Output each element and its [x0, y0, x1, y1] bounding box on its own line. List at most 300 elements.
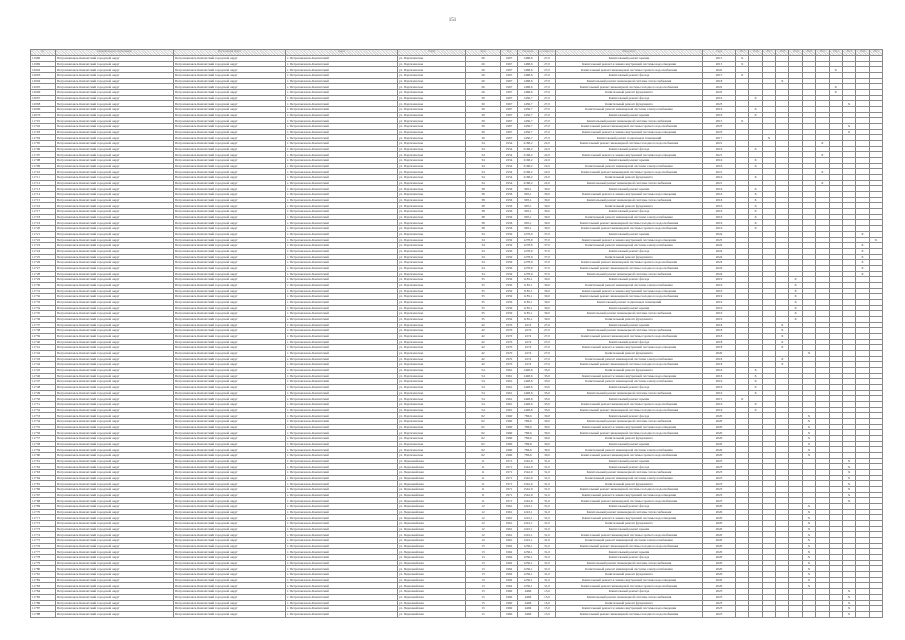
cell-street: ул. Партизанская — [398, 243, 466, 249]
cell-np: Петропавловск-Камчатский городской округ — [174, 107, 286, 113]
cell-area: 1278,9 — [518, 237, 539, 243]
cell-area: 995,1 — [518, 186, 539, 192]
year-mark: X — [789, 316, 802, 322]
cell-year: 1970 — [501, 328, 518, 334]
cell-street: ул. Партизанская — [398, 396, 466, 402]
cell-term: 2023 — [703, 492, 736, 498]
cell-house: 38 — [466, 209, 501, 215]
cell-mo: Петропавловск-Камчатский городской округ — [56, 373, 174, 379]
cell-mo: Петропавловск-Камчатский городской округ — [56, 299, 174, 305]
cell-work: Капитальный ремонт фундамента — [556, 600, 703, 606]
cell-n: 11748 — [31, 384, 56, 390]
cell-work: Капитальный ремонт фундамента — [556, 316, 703, 322]
cell-cost: 30,0 — [539, 316, 556, 322]
cell-term: 2016 — [703, 163, 736, 169]
cell-area: 1222,1 — [518, 538, 539, 544]
year-mark: X — [842, 600, 855, 606]
cell-np: Петропавловск-Камчатский городской округ — [174, 583, 286, 589]
cell-street: ул. Партизанская — [398, 436, 466, 442]
cell-house: 35 — [466, 316, 501, 322]
cell-area: 1236,1 — [518, 560, 539, 566]
cell-house: 13 — [466, 566, 501, 572]
cell-term: 2023 — [703, 475, 736, 481]
cell-cost: 27,0 — [539, 101, 556, 107]
cell-np: Петропавловск-Камчатский городской округ — [174, 538, 286, 544]
cell-house: 42 — [466, 362, 501, 368]
cell-year: 1959 — [501, 277, 518, 283]
cell-n: 11788 — [31, 611, 56, 617]
cell-year: 1970 — [501, 362, 518, 368]
header-cell: 2018 — [776, 50, 789, 56]
cell-work: Капитальный ремонт фундамента — [556, 101, 703, 107]
cell-np: Петропавловск-Камчатский городской округ — [174, 611, 286, 617]
cell-work: Капитальный ремонт инженерной системы электроснабжения — [556, 475, 703, 481]
cell-house: 12 — [466, 509, 501, 515]
cell-mo: Петропавловск-Камчатский городской округ — [56, 447, 174, 453]
cell-mo: Петропавловск-Камчатский городской округ — [56, 350, 174, 356]
cell-street: ул. Партизанская — [398, 84, 466, 90]
cell-cost: 31,0 — [539, 577, 556, 583]
cell-house: 26 — [466, 67, 501, 73]
cell-mo: Петропавловск-Камчатский городской округ — [56, 555, 174, 561]
cell-n: 11760 — [31, 453, 56, 459]
year-mark: X — [789, 288, 802, 294]
cell-mo: Петропавловск-Камчатский городской округ — [56, 311, 174, 317]
cell-mo: Петропавловск-Камчатский городской округ — [56, 95, 174, 101]
cell-area: 2274 — [518, 339, 539, 345]
cell-house: 34 — [466, 141, 501, 147]
cell-work: Капитальный ремонт инженерной системы теплоснабжения — [556, 470, 703, 476]
year-mark: X — [749, 175, 762, 181]
cell-street: ул. Партизанская — [398, 101, 466, 107]
cell-term: 2018 — [703, 322, 736, 328]
cell-term: 2017 — [703, 135, 736, 141]
cell-cost: 27,0 — [539, 345, 556, 351]
cell-np: Петропавловск-Камчатский городской округ — [174, 226, 286, 232]
cell-np: Петропавловск-Камчатский городской округ — [174, 90, 286, 96]
cell-cost: 27,0 — [539, 333, 556, 339]
cell-year: 1967 — [501, 84, 518, 90]
cell-city: г. Петропавловск-Камчатский — [286, 333, 398, 339]
year-mark: X — [749, 384, 762, 390]
cell-mo: Петропавловск-Камчатский городской округ — [56, 294, 174, 300]
cell-mo: Петропавловск-Камчатский городской округ — [56, 498, 174, 504]
cell-cost: 27,0 — [539, 73, 556, 79]
cell-house: 15 — [466, 589, 501, 595]
cell-area: 995,1 — [518, 192, 539, 198]
cell-np: Петропавловск-Камчатский городской округ — [174, 146, 286, 152]
cell-n: 11704 — [31, 135, 56, 141]
cell-term: 2020 — [703, 566, 736, 572]
cell-house: 42 — [466, 333, 501, 339]
cell-cost: 15,0 — [539, 589, 556, 595]
cell-city: г. Петропавловск-Камчатский — [286, 430, 398, 436]
cell-city: г. Петропавловск-Камчатский — [286, 487, 398, 493]
cell-house: 62 — [466, 453, 501, 459]
cell-city: г. Петропавловск-Камчатский — [286, 299, 398, 305]
cell-mo: Петропавловск-Камчатский городской округ — [56, 577, 174, 583]
cell-street: ул. Первомайская — [398, 600, 466, 606]
cell-area: 786,6 — [518, 430, 539, 436]
year-mark: X — [842, 611, 855, 617]
year-cell — [856, 611, 869, 617]
cell-work: Капитальный ремонт и замена внутренней системы водоотведения — [556, 424, 703, 430]
cell-term: 2023 — [703, 101, 736, 107]
cell-n: 11723 — [31, 243, 56, 249]
cell-cost: 31,0 — [539, 464, 556, 470]
cell-np: Петропавловск-Камчатский городской округ — [174, 56, 286, 62]
cell-np: Петропавловск-Камчатский городской округ — [174, 481, 286, 487]
page-number: 151 — [448, 18, 457, 23]
cell-street: ул. Первомайская — [398, 606, 466, 612]
cell-street: ул. Партизанская — [398, 271, 466, 277]
year-mark: X — [776, 345, 789, 351]
cell-street: ул. Первомайская — [398, 470, 466, 476]
cell-cost: 30,0 — [539, 430, 556, 436]
cell-term: 2023 — [703, 124, 736, 130]
cell-street: ул. Партизанская — [398, 453, 466, 459]
year-mark: X — [802, 583, 815, 589]
cell-street: ул. Партизанская — [398, 305, 466, 311]
cell-street: ул. Партизанская — [398, 163, 466, 169]
cell-term: 2020 — [703, 350, 736, 356]
cell-work: Капитальный ремонт и замена внутренней системы водоотведения — [556, 152, 703, 158]
cell-year: 1960 — [501, 430, 518, 436]
cell-mo: Петропавловск-Камчатский городской округ — [56, 441, 174, 447]
cell-year: 1956 — [501, 209, 518, 215]
cell-cost: 31,0 — [539, 492, 556, 498]
cell-mo: Петропавловск-Камчатский городской округ — [56, 436, 174, 442]
cell-n: 11705 — [31, 141, 56, 147]
cell-n: 11729 — [31, 277, 56, 283]
cell-np: Петропавловск-Камчатский городской округ — [174, 316, 286, 322]
cell-mo: Петропавловск-Камчатский городской округ — [56, 611, 174, 617]
cell-n: 11781 — [31, 572, 56, 578]
cell-area: 2274 — [518, 362, 539, 368]
cell-year: 1959 — [501, 305, 518, 311]
cell-city: г. Петропавловск-Камчатский — [286, 163, 398, 169]
cell-cost: 33,0 — [539, 401, 556, 407]
cell-year: 1954 — [501, 158, 518, 164]
cell-city: г. Петропавловск-Камчатский — [286, 600, 398, 606]
cell-work: Капитальный ремонт инженерной системы горячего водоснабжения — [556, 260, 703, 266]
year-mark: X — [856, 254, 869, 260]
cell-city: г. Петропавловск-Камчатский — [286, 379, 398, 385]
cell-area: 1436,7 — [518, 101, 539, 107]
cell-mo: Петропавловск-Камчатский городской округ — [56, 129, 174, 135]
cell-year: 1961 — [501, 379, 518, 385]
cell-year: 1960 — [501, 419, 518, 425]
cell-work: Капитальный ремонт и замена внутренней системы водоотведения — [556, 515, 703, 521]
cell-mo: Петропавловск-Камчатский городской округ — [56, 339, 174, 345]
cell-work: Капитальный ремонт инженерной системы горячего водоснабжения — [556, 226, 703, 232]
cell-street: ул. Первомайская — [398, 475, 466, 481]
year-mark: X — [776, 333, 789, 339]
cell-n: 11751 — [31, 401, 56, 407]
cell-house: 54 — [466, 407, 501, 413]
cell-street: ул. Партизанская — [398, 277, 466, 283]
cell-street: ул. Партизанская — [398, 345, 466, 351]
cell-term: 2020 — [703, 430, 736, 436]
cell-term: 2016 — [703, 407, 736, 413]
cell-work: Капитальный ремонт и замена внутренней системы водоотведения — [556, 192, 703, 198]
cell-mo: Петропавловск-Камчатский городской округ — [56, 532, 174, 538]
cell-term: 2020 — [703, 515, 736, 521]
cell-year: 1967 — [501, 101, 518, 107]
cell-np: Петропавловск-Камчатский городской округ — [174, 555, 286, 561]
cell-year: 1959 — [501, 265, 518, 271]
cell-np: Петропавловск-Камчатский городской округ — [174, 152, 286, 158]
cell-cost: 33,0 — [539, 396, 556, 402]
cell-city: г. Петропавловск-Камчатский — [286, 169, 398, 175]
cell-year: 1959 — [501, 271, 518, 277]
cell-cost: 27,0 — [539, 112, 556, 118]
cell-area: 1436,7 — [518, 107, 539, 113]
cell-street: ул. Партизанская — [398, 107, 466, 113]
cell-mo: Петропавловск-Камчатский городской округ — [56, 413, 174, 419]
cell-street: ул. Первомайская — [398, 543, 466, 549]
cell-street: ул. Первомайская — [398, 560, 466, 566]
cell-city: г. Петропавловск-Камчатский — [286, 532, 398, 538]
year-mark: X — [802, 543, 815, 549]
cell-np: Петропавловск-Камчатский городской округ — [174, 419, 286, 425]
cell-city: г. Петропавловск-Камчатский — [286, 152, 398, 158]
cell-term: 2019 — [703, 294, 736, 300]
cell-cost: 31,0 — [539, 572, 556, 578]
cell-n: 11770 — [31, 509, 56, 515]
year-mark: X — [776, 78, 789, 84]
cell-term: 2016 — [703, 379, 736, 385]
header-cell: Улица — [398, 50, 466, 56]
cell-house: 62 — [466, 436, 501, 442]
cell-area: 2168,2 — [518, 169, 539, 175]
cell-area: 2274 — [518, 345, 539, 351]
cell-n: 11718 — [31, 214, 56, 220]
cell-mo: Петропавловск-Камчатский городской округ — [56, 521, 174, 527]
year-mark: X — [776, 362, 789, 368]
year-mark: X — [749, 95, 762, 101]
cell-cost: 30,0 — [539, 220, 556, 226]
cell-n: 11752 — [31, 407, 56, 413]
year-mark: X — [842, 492, 855, 498]
cell-house: 30 — [466, 124, 501, 130]
cell-np: Петропавловск-Камчатский городской округ — [174, 73, 286, 79]
cell-work: Капитальный ремонт фасада — [556, 95, 703, 101]
cell-year: 1956 — [501, 186, 518, 192]
cell-np: Петропавловск-Камчатский городской округ — [174, 214, 286, 220]
cell-year: 1956 — [501, 192, 518, 198]
cell-mo: Петропавловск-Камчатский городской округ — [56, 458, 174, 464]
cell-year: 1959 — [501, 243, 518, 249]
cell-house: 62 — [466, 419, 501, 425]
cell-cost: 30,0 — [539, 186, 556, 192]
cell-mo: Петропавловск-Камчатский городской округ — [56, 396, 174, 402]
year-mark: X — [802, 424, 815, 430]
table-row — [31, 611, 883, 617]
year-mark: X — [802, 447, 815, 453]
cell-np: Петропавловск-Камчатский городской округ — [174, 95, 286, 101]
cell-city: г. Петропавловск-Камчатский — [286, 175, 398, 181]
cell-mo: Петропавловск-Камчатский городской округ — [56, 254, 174, 260]
cell-term: 2016 — [703, 186, 736, 192]
cell-city: г. Петропавловск-Камчатский — [286, 231, 398, 237]
cell-year: 1961 — [501, 509, 518, 515]
cell-area: 786,6 — [518, 419, 539, 425]
cell-year: 1967 — [501, 118, 518, 124]
year-mark: X — [802, 532, 815, 538]
cell-year: 1967 — [501, 95, 518, 101]
cell-work: Капитальный ремонт крыши — [556, 112, 703, 118]
cell-cost: 27,0 — [539, 135, 556, 141]
cell-street: ул. Партизанская — [398, 441, 466, 447]
cell-year: 1954 — [501, 141, 518, 147]
cell-city: г. Петропавловск-Камчатский — [286, 356, 398, 362]
cell-term: 2024 — [703, 231, 736, 237]
cell-term: 2016 — [703, 197, 736, 203]
cell-house: 12 — [466, 526, 501, 532]
year-mark: X — [749, 197, 762, 203]
cell-cost: 22,0 — [539, 175, 556, 181]
cell-term: 2016 — [703, 107, 736, 113]
cell-city: г. Петропавловск-Камчатский — [286, 95, 398, 101]
cell-city: г. Петропавловск-Камчатский — [286, 203, 398, 209]
cell-area: 786,6 — [518, 424, 539, 430]
cell-area: 1185,1 — [518, 277, 539, 283]
cell-mo: Петропавловск-Камчатский городской округ — [56, 407, 174, 413]
cell-street: ул. Партизанская — [398, 419, 466, 425]
cell-work: Капитальный ремонт фундамента — [556, 481, 703, 487]
cell-work: Капитальный ремонт крыши — [556, 56, 703, 62]
year-mark: X — [802, 538, 815, 544]
cell-work: Капитальный ремонт и замена внутренней системы водоотведения — [556, 492, 703, 498]
cell-year: 1971 — [501, 487, 518, 493]
cell-work: Капитальный ремонт и замена внутренней системы водоотведения — [556, 237, 703, 243]
cell-house: 62 — [466, 447, 501, 453]
cell-area: 1278,9 — [518, 248, 539, 254]
cell-house: 26 — [466, 56, 501, 62]
cell-work: Капитальный ремонт инженерной системы горячего водоснабжения — [556, 67, 703, 73]
cell-np: Петропавловск-Камчатский городской округ — [174, 277, 286, 283]
cell-mo: Петропавловск-Камчатский городской округ — [56, 237, 174, 243]
cell-cost: 30,0 — [539, 311, 556, 317]
year-mark: X — [856, 265, 869, 271]
cell-street: ул. Партизанская — [398, 152, 466, 158]
cell-year: 1961 — [501, 526, 518, 532]
cell-city: г. Петропавловск-Камчатский — [286, 572, 398, 578]
cell-city: г. Петропавловск-Камчатский — [286, 271, 398, 277]
cell-work: Капитальный ремонт крыши — [556, 322, 703, 328]
cell-work: Капитальный ремонт инженерной системы теплоснабжения — [556, 560, 703, 566]
cell-mo: Петропавловск-Камчатский городской округ — [56, 572, 174, 578]
cell-house: 12 — [466, 521, 501, 527]
cell-work: Капитальный ремонт и замена внутренней системы водоотведения — [556, 288, 703, 294]
cell-term: 2018 — [703, 356, 736, 362]
cell-term: 2024 — [703, 271, 736, 277]
cell-city: г. Петропавловск-Камчатский — [286, 311, 398, 317]
cell-city: г. Петропавловск-Камчатский — [286, 265, 398, 271]
cell-mo: Петропавловск-Камчатский городской округ — [56, 56, 174, 62]
cell-house: 11 — [466, 458, 501, 464]
cell-work: Капитальный ремонт фасада — [556, 413, 703, 419]
cell-term: 2016 — [703, 112, 736, 118]
cell-n: 11784 — [31, 589, 56, 595]
cell-area: 1278,9 — [518, 265, 539, 271]
cell-cost: 27,0 — [539, 350, 556, 356]
cell-house: 38 — [466, 203, 501, 209]
cell-street: ул. Партизанская — [398, 209, 466, 215]
cell-house: 38 — [466, 226, 501, 232]
cell-city: г. Петропавловск-Камчатский — [286, 577, 398, 583]
cell-n: 11741 — [31, 345, 56, 351]
cell-np: Петропавловск-Камчатский городской округ — [174, 577, 286, 583]
cell-cost: 33,0 — [539, 367, 556, 373]
cell-work: Капитальный ремонт крыши — [556, 158, 703, 164]
cell-city: г. Петропавловск-Камчатский — [286, 538, 398, 544]
cell-np: Петропавловск-Камчатский городской округ — [174, 311, 286, 317]
cell-street: ул. Первомайская — [398, 611, 466, 617]
year-mark: X — [829, 90, 842, 96]
cell-year: 1970 — [501, 356, 518, 362]
cell-area: 1185,1 — [518, 299, 539, 305]
cell-cost: 22,0 — [539, 158, 556, 164]
cell-house: 38 — [466, 186, 501, 192]
cell-work: Капитальный ремонт фундамента — [556, 367, 703, 373]
cell-work: Капитальный ремонт фасада — [556, 146, 703, 152]
year-mark: X — [816, 169, 829, 175]
cell-np: Петропавловск-Камчатский городской округ — [174, 124, 286, 130]
cell-street: ул. Партизанская — [398, 294, 466, 300]
cell-cost: 30,0 — [539, 424, 556, 430]
cell-house: 26 — [466, 61, 501, 67]
cell-mo: Петропавловск-Камчатский городской округ — [56, 475, 174, 481]
cell-year: 1956 — [501, 197, 518, 203]
cell-n: 11711 — [31, 175, 56, 181]
cell-mo: Петропавловск-Камчатский городской округ — [56, 67, 174, 73]
cell-mo: Петропавловск-Камчатский городской округ — [56, 390, 174, 396]
cell-term: 2023 — [703, 470, 736, 476]
cell-n: 11710 — [31, 169, 56, 175]
cell-term: 2020 — [703, 436, 736, 442]
cell-year: 1961 — [501, 384, 518, 390]
cell-cost: 31,0 — [539, 538, 556, 544]
header-cell: Населенный пункт — [174, 50, 286, 56]
cell-year: 1962 — [501, 572, 518, 578]
cell-year: 1956 — [501, 220, 518, 226]
cell-house: 34 — [466, 231, 501, 237]
cell-cost: 30,0 — [539, 453, 556, 459]
cell-street: ул. Партизанская — [398, 141, 466, 147]
cell-street: ул. Партизанская — [398, 362, 466, 368]
cell-year: 1956 — [501, 214, 518, 220]
cell-mo: Петропавловск-Камчатский городской округ — [56, 600, 174, 606]
cell-city: г. Петропавловск-Камчатский — [286, 373, 398, 379]
year-mark: X — [842, 101, 855, 107]
cell-area: 1236,1 — [518, 577, 539, 583]
cell-np: Петропавловск-Камчатский городской округ — [174, 248, 286, 254]
cell-np: Петропавловск-Камчатский городской округ — [174, 180, 286, 186]
year-mark: X — [816, 141, 829, 147]
cell-cost: 31,0 — [539, 521, 556, 527]
cell-np: Петропавловск-Камчатский городской округ — [174, 254, 286, 260]
cell-city: г. Петропавловск-Камчатский — [286, 305, 398, 311]
cell-term: 2016 — [703, 146, 736, 152]
cell-city: г. Петропавловск-Камчатский — [286, 555, 398, 561]
cell-n: 12064 — [31, 78, 56, 84]
cell-mo: Петропавловск-Камчатский городской округ — [56, 186, 174, 192]
cell-house: 34 — [466, 146, 501, 152]
cell-area: 1436,7 — [518, 124, 539, 130]
cell-mo: Петропавловск-Камчатский городской округ — [56, 453, 174, 459]
